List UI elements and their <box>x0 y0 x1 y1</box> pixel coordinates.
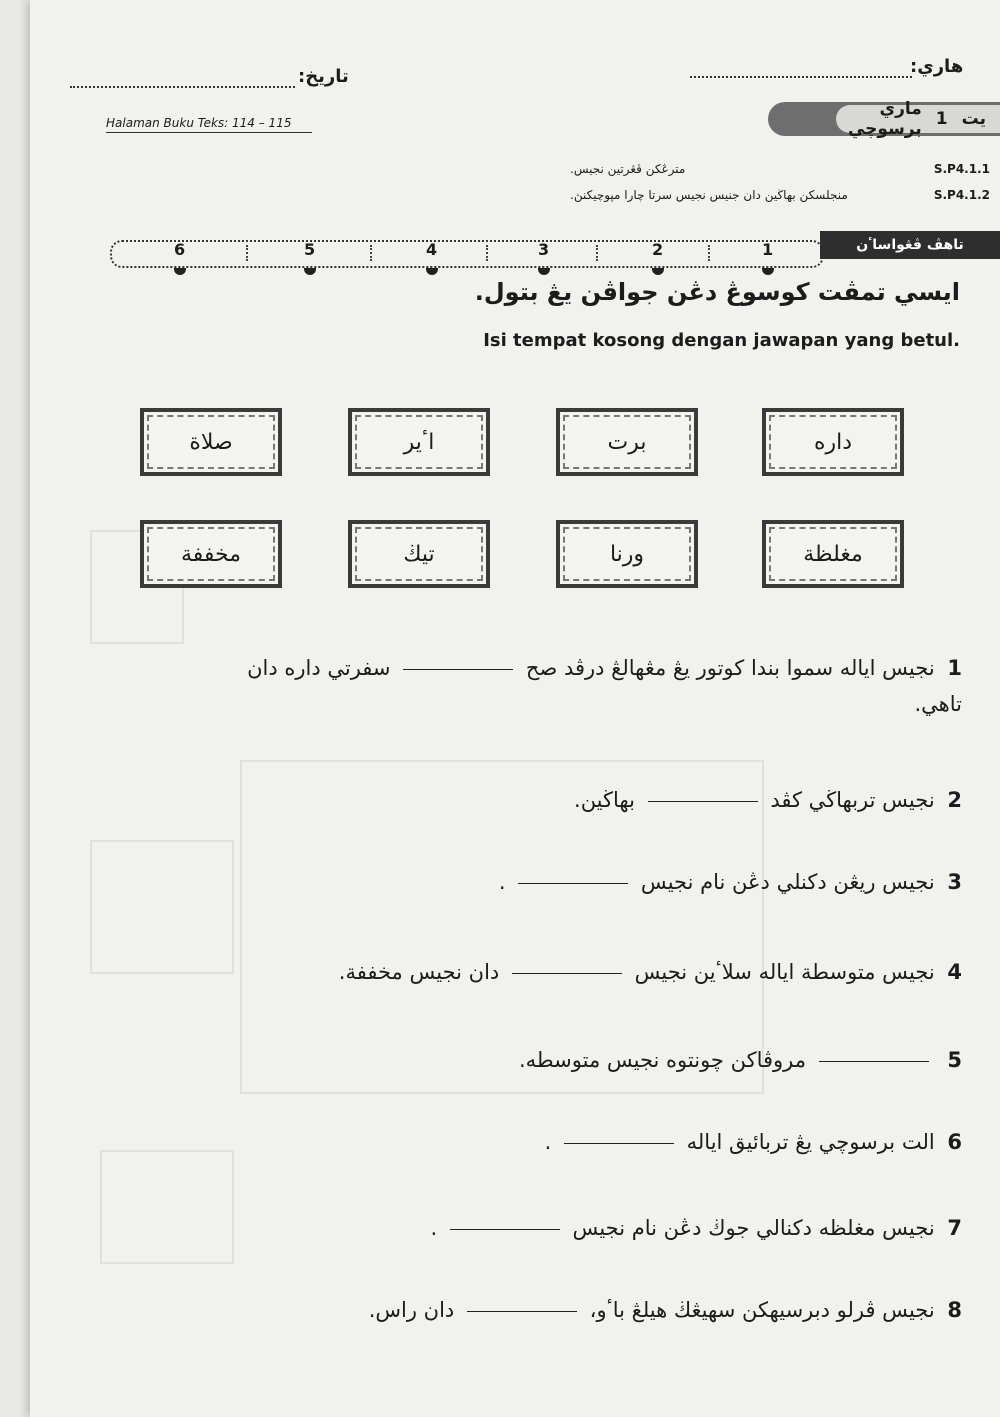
answer-blank[interactable] <box>819 1060 929 1062</box>
level-6: 6 <box>174 240 186 259</box>
level-divider <box>246 245 248 261</box>
word-box: صلاة <box>140 408 282 476</box>
level-marker <box>304 268 316 275</box>
instruction-rumi: Isi tempat kosong dengan jawapan yang betul. <box>483 330 960 351</box>
word-box: برت <box>556 408 698 476</box>
unit-label: يت <box>961 109 986 129</box>
answer-blank[interactable] <box>518 882 628 884</box>
question-text: سفرتي داره دان <box>247 656 391 680</box>
question-number: 2 <box>947 788 962 812</box>
level-marker <box>174 268 186 275</box>
standard-text: مترڠكن ڤڠرتين نجيس. <box>570 162 686 176</box>
question-text: تاهي. <box>914 692 962 716</box>
question-4 <box>339 954 962 990</box>
bleed-through-box <box>100 1150 234 1264</box>
word-box: داره <box>762 408 904 476</box>
level-marker <box>426 268 438 275</box>
word-box: مغلظة <box>762 520 904 588</box>
answer-blank[interactable] <box>467 1310 577 1312</box>
level-1: 1 <box>762 240 774 259</box>
question-number: 6 <box>947 1130 962 1154</box>
question-text: نجيس متوسطة اياله سلاٴين نجيس <box>634 960 935 984</box>
question-8 <box>369 1292 962 1328</box>
question-number: 8 <box>947 1298 962 1322</box>
standard-code: S.P4.1.1 <box>933 162 990 176</box>
question-text: الت برسوچي يڠ تربائيق اياله <box>686 1130 935 1154</box>
question-7 <box>430 1210 962 1246</box>
question-1 <box>102 650 962 722</box>
level-marker <box>538 268 550 275</box>
word-box: ورنا <box>556 520 698 588</box>
question-3 <box>499 864 962 900</box>
question-text: نجيس ڤرلو دبرسيهكن سهيڠڬ هيلڠ باٴو، <box>589 1298 935 1322</box>
word-box: اٴير <box>348 408 490 476</box>
answer-blank[interactable] <box>512 972 622 974</box>
question-text: نجيس اياله سموا بندا كوتور يڠ مڠهالڠ درڤد صح <box>525 656 935 680</box>
question-text: نجيس مغلظه دكنالي جوڬ دڠن نام نجيس <box>572 1216 935 1240</box>
question-text: . <box>430 1216 438 1240</box>
bleed-through-box <box>90 840 234 974</box>
instruction-jawi: ايسي تمڤت كوسوڠ دڠن جواڤن يڠ بتول. <box>474 278 960 306</box>
question-text: . <box>544 1130 552 1154</box>
unit-title: ماري برسوچي <box>847 99 922 139</box>
question-5 <box>519 1042 962 1078</box>
mastery-level-bar <box>110 240 824 268</box>
level-2: 2 <box>652 240 664 259</box>
question-text: . <box>498 870 506 894</box>
question-text: دان نجيس مخففة. <box>338 960 500 984</box>
level-marker <box>762 268 774 275</box>
word-box: تيڬ <box>348 520 490 588</box>
question-text: نجيس ريڠن دكنلي دڠن نام نجيس <box>640 870 935 894</box>
date-label: تاريخ: <box>298 66 349 87</box>
level-divider <box>370 245 372 261</box>
answer-blank[interactable] <box>648 800 758 802</box>
level-divider <box>486 245 488 261</box>
standard-row <box>570 188 990 202</box>
day-label: هاري: <box>910 56 964 77</box>
question-6 <box>545 1124 962 1160</box>
textbook-page-ref: Halaman Buku Teks: 114 – 115 <box>106 116 312 133</box>
question-number: 5 <box>947 1048 962 1072</box>
question-number: 7 <box>947 1216 962 1240</box>
question-2 <box>574 782 962 818</box>
standard-code: S.P4.1.2 <box>933 188 990 202</box>
day-field <box>690 76 912 78</box>
word-box: مخففة <box>140 520 282 588</box>
question-text: دان راس. <box>368 1298 455 1322</box>
date-field <box>70 86 295 88</box>
worksheet-page <box>30 0 1000 1417</box>
question-text: نجيس تربهاڬي كڤد <box>770 788 935 812</box>
level-divider <box>596 245 598 261</box>
answer-blank[interactable] <box>450 1228 560 1230</box>
unit-number: 1 <box>935 109 948 129</box>
answer-blank[interactable] <box>403 668 513 670</box>
question-number: 4 <box>947 960 962 984</box>
mastery-level-tag: تاهڤ ڤڠواساٴن <box>820 231 1000 259</box>
level-5: 5 <box>304 240 316 259</box>
unit-heading <box>836 99 1000 139</box>
answer-blank[interactable] <box>564 1142 674 1144</box>
standard-text: منجلسكن بهاڬين دان جنيس نجيس سرتا چارا مپوچيكنڽ. <box>570 188 848 202</box>
standard-row <box>570 162 990 176</box>
unit-pill <box>768 99 1000 139</box>
level-4: 4 <box>426 240 438 259</box>
level-3: 3 <box>538 240 550 259</box>
question-text: بهاڬين. <box>574 788 635 812</box>
level-divider <box>708 245 710 261</box>
question-number: 3 <box>947 870 962 894</box>
question-number: 1 <box>947 656 962 680</box>
level-marker <box>652 268 664 275</box>
question-text: مروڤاكن چونتوه نجيس متوسطه. <box>519 1048 806 1072</box>
